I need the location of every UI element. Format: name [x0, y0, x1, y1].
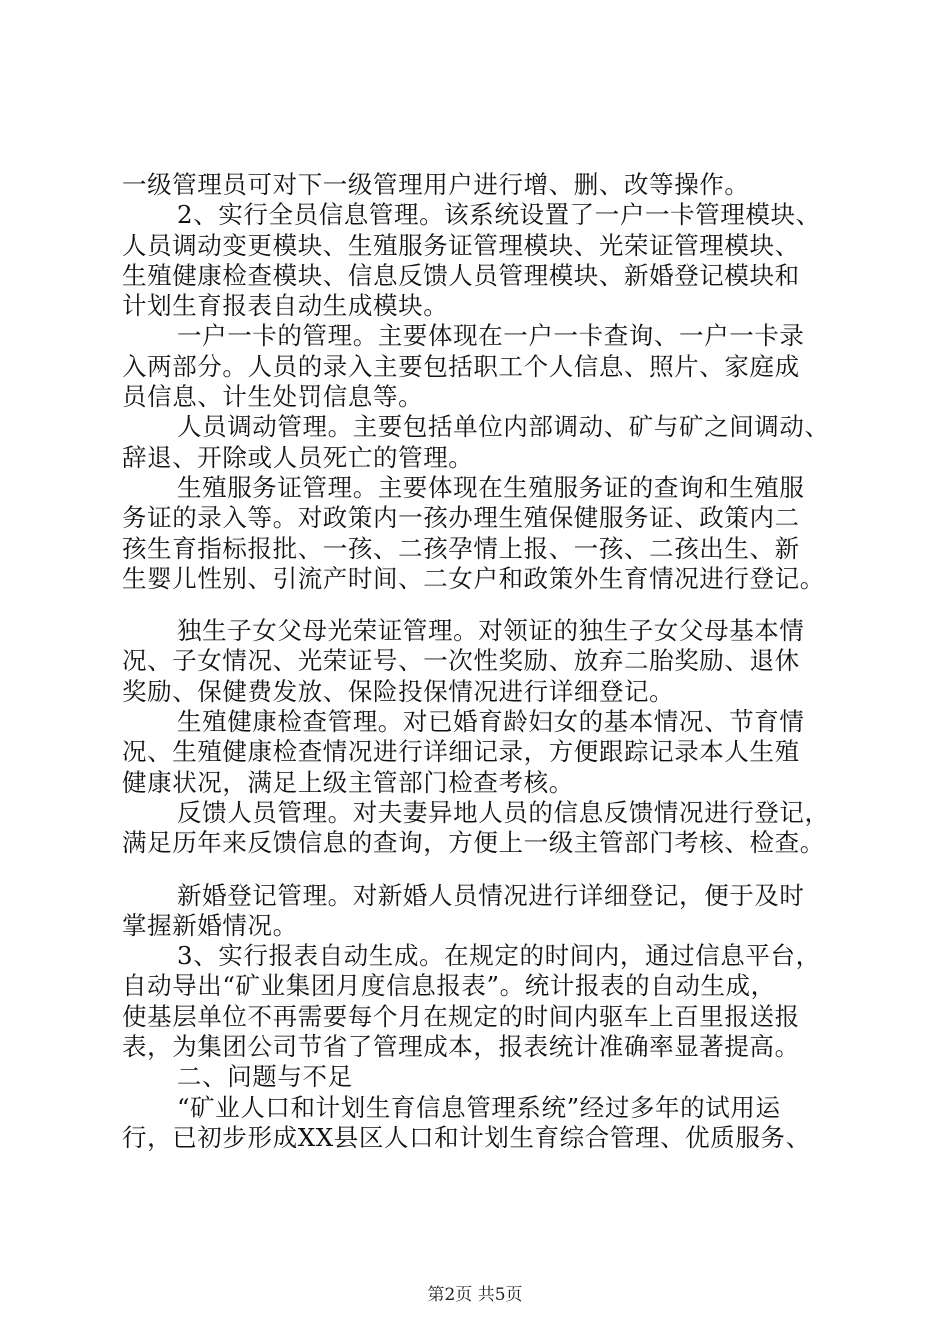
paragraph-start: 生殖服务证管理。主要体现在生殖服务证的查询和生殖服: [177, 472, 805, 502]
text-line: 奖励、保健费发放、保险投保情况进行详细登记。: [122, 676, 675, 706]
paragraph-start: 人员调动管理。主要包括单位内部调动、矿与矿之间调动、: [177, 412, 830, 442]
paragraph-start: “矿业人口和计划生育信息管理系统”经过多年的试用运: [177, 1092, 781, 1122]
paragraph-gap: [122, 859, 852, 881]
text-line: 人员调动变更模块、生殖服务证管理模块、光荣证管理模块、: [122, 230, 800, 260]
text-line: 健康状况，满足上级主管部门检查考核。: [122, 767, 574, 797]
text-line: 自动导出“矿业集团月度信息报表”。统计报表的自动生成，: [122, 971, 776, 1001]
text-line: 一级管理员可对下一级管理用户进行增、删、改等操作。: [122, 170, 750, 199]
paragraph-gap: [122, 594, 852, 616]
text-line: 使基层单位不再需要每个月在规定的时间内驱车上百里报送报: [122, 1001, 800, 1031]
paragraph-start: 反馈人员管理。对夫妻异地人员的信息反馈情况进行登记，: [177, 797, 830, 827]
page-number-footer: 第2页 共5页: [427, 1285, 523, 1305]
paragraph-start: 3、实行报表自动生成。在规定的时间内，通过信息平台，: [177, 941, 821, 971]
text-line: 员信息、计生处罚信息等。: [122, 382, 424, 412]
text-line: 行，已初步形成XX县区人口和计划生育综合管理、优质服务、: [122, 1122, 811, 1152]
document-body: [122, 170, 852, 1153]
paragraph-start: 独生子女父母光荣证管理。对领证的独生子女父母基本情: [177, 616, 805, 646]
text-line: 掌握新婚情况。: [122, 910, 298, 940]
text-line: 况、生殖健康检查情况进行详细记录，方便跟踪记录本人生殖: [122, 737, 800, 767]
text-line: 生殖健康检查模块、信息反馈人员管理模块、新婚登记模块和: [122, 260, 800, 290]
text-line: 务证的录入等。对政策内一孩办理生殖保健服务证、政策内二: [122, 503, 800, 533]
text-line: 辞退、开除或人员死亡的管理。: [122, 442, 474, 472]
text-line: 入两部分。人员的录入主要包括职工个人信息、照片、家庭成: [122, 351, 800, 381]
text-line: 生婴儿性别、引流产时间、二女户和政策外生育情况进行登记。: [122, 563, 825, 593]
paragraph-start: 一户一卡的管理。主要体现在一户一卡查询、一户一卡录: [177, 321, 805, 351]
text-line: 满足历年来反馈信息的查询，方便上一级主管部门考核、检查。: [122, 828, 825, 858]
text-line: 表，为集团公司节省了管理成本，报表统计准确率显著提高。: [122, 1032, 800, 1062]
paragraph-start: 新婚登记管理。对新婚人员情况进行详细登记，便于及时: [177, 880, 805, 910]
text-line: 孩生育指标报批、一孩、二孩孕情上报、一孩、二孩出生、新: [122, 533, 800, 563]
text-line: 况、子女情况、光荣证号、一次性奖励、放弃二胎奖励、退休: [122, 646, 800, 676]
paragraph-start: 生殖健康检查管理。对已婚育龄妇女的基本情况、节育情: [177, 707, 805, 737]
text-line: 计划生育报表自动生成模块。: [122, 291, 449, 321]
section-heading: 二、问题与不足: [177, 1062, 353, 1092]
paragraph-start: 2、实行全员信息管理。该系统设置了一户一卡管理模块、: [177, 200, 821, 230]
